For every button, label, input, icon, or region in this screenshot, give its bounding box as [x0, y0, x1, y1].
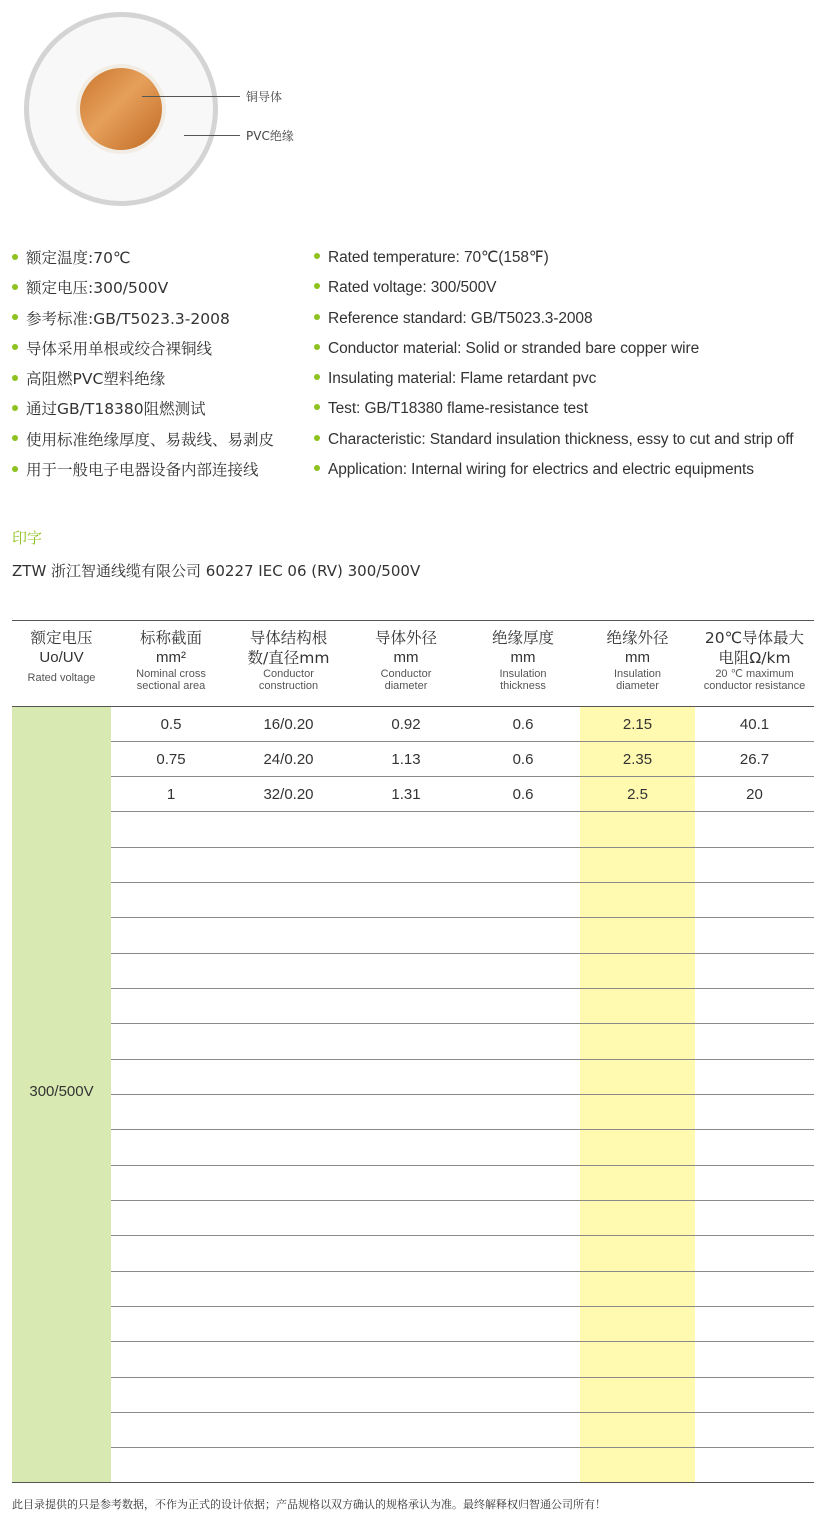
row-divider — [111, 953, 814, 954]
insulation-diameter-highlight — [580, 707, 695, 1483]
bullet-icon — [314, 253, 320, 259]
row-divider — [111, 1165, 814, 1166]
row-divider — [111, 1094, 814, 1095]
cell-nominal-area: 1 — [166, 786, 176, 803]
row-divider — [111, 1059, 814, 1060]
cell-insulation-diameter: 2.35 — [622, 751, 653, 768]
voltage-value: 300/500V — [29, 1083, 94, 1100]
bullet-icon — [314, 344, 320, 350]
bullet-icon — [314, 435, 320, 441]
copper-conductor — [80, 68, 162, 150]
spec-item: 用于一般电子电器设备内部连接线 — [12, 455, 274, 485]
row-divider — [111, 1341, 814, 1342]
header-rated-voltage: 额定电压 Uo/UV Rated voltage — [27, 629, 96, 684]
printing-heading: 印字 — [12, 529, 43, 547]
cell-conductor-construction: 32/0.20 — [263, 786, 314, 803]
conductor-label: 铜导体 — [246, 90, 283, 104]
spec-item: Characteristic: Standard insulation thickness, essy to cut and strip off — [314, 425, 794, 455]
bullet-icon — [314, 465, 320, 471]
spec-item: 使用标准绝缘厚度、易裁线、易剥皮 — [12, 425, 274, 455]
spec-list-chinese — [12, 243, 274, 485]
table-top-border — [12, 620, 814, 621]
row-divider — [111, 776, 814, 777]
bullet-icon — [12, 375, 18, 381]
cell-conductor-diameter: 0.92 — [391, 716, 421, 733]
header-max-resistance: 20℃导体最大电阻Ω/km 20 ℃ maximum conductor resistance — [703, 629, 806, 692]
spec-list-english — [314, 243, 794, 485]
cell-insulation-thickness: 0.6 — [512, 751, 534, 768]
spec-item: 额定温度:70℃ — [12, 243, 274, 273]
cell-conductor-construction: 16/0.20 — [263, 716, 314, 733]
spec-item: Rated temperature: 70℃(158℉) — [314, 243, 794, 273]
printing-text: ZTW 浙江智通线缆有限公司 60227 IEC 06 (RV) 300/500V — [12, 562, 421, 580]
spec-item: Conductor material: Solid or stranded bare copper wire — [314, 334, 794, 364]
cell-nominal-area: 0.5 — [160, 716, 182, 733]
bullet-icon — [12, 344, 18, 350]
row-divider — [111, 1023, 814, 1024]
cell-insulation-thickness: 0.6 — [512, 786, 534, 803]
footer-disclaimer: 此目录提供的只是参考数据，不作为正式的设计依据；产品规格以双方确认的规格承认为准。最终解释权归智通公司所有！ — [12, 1498, 606, 1511]
header-insulation-thickness: 绝缘厚度 mm Insulation thickness — [491, 629, 554, 692]
row-divider — [111, 1447, 814, 1448]
row-divider — [111, 1129, 814, 1130]
spec-item: 高阻燃PVC塑料绝缘 — [12, 364, 274, 394]
bullet-icon — [12, 466, 18, 472]
row-divider — [111, 1271, 814, 1272]
row-divider — [111, 988, 814, 989]
bullet-icon — [314, 314, 320, 320]
cable-cross-section-diagram — [22, 10, 220, 208]
bullet-icon — [12, 254, 18, 260]
row-divider — [111, 741, 814, 742]
spec-item: Reference standard: GB/T5023.3-2008 — [314, 304, 794, 334]
bullet-icon — [314, 404, 320, 410]
row-divider — [111, 847, 814, 848]
cell-max-resistance: 20 — [746, 786, 763, 803]
spec-item: 通过GB/T18380阻燃测试 — [12, 394, 274, 424]
spec-item: Rated voltage: 300/500V — [314, 273, 794, 303]
header-nominal-area: 标称截面 mm² Nominal cross sectional area — [136, 629, 206, 692]
cell-conductor-diameter: 1.31 — [391, 786, 421, 803]
cell-conductor-diameter: 1.13 — [391, 751, 421, 768]
row-divider — [111, 1306, 814, 1307]
cell-insulation-diameter: 2.15 — [622, 716, 653, 733]
bullet-icon — [12, 405, 18, 411]
bullet-icon — [12, 435, 18, 441]
spec-item: 参考标准:GB/T5023.3-2008 — [12, 304, 274, 334]
insulation-label: PVC绝缘 — [246, 129, 294, 143]
cell-conductor-construction: 24/0.20 — [263, 751, 314, 768]
table-bottom-border — [12, 1482, 814, 1483]
header-insulation-diameter: 绝缘外径 mm Insulation diameter — [606, 629, 669, 692]
bullet-icon — [314, 283, 320, 289]
spec-item: Test: GB/T18380 flame-resistance test — [314, 394, 794, 424]
cell-max-resistance: 40.1 — [739, 716, 770, 733]
header-conductor-construction: 导体结构根数/直径mm Conductor construction — [247, 629, 330, 692]
spec-item: 额定电压:300/500V — [12, 273, 274, 303]
row-divider — [111, 1235, 814, 1236]
cell-insulation-thickness: 0.6 — [512, 716, 534, 733]
row-divider — [111, 917, 814, 918]
insulation-callout-line — [184, 135, 240, 136]
row-divider — [111, 1377, 814, 1378]
row-divider — [111, 1200, 814, 1201]
spec-table — [12, 620, 814, 1483]
cell-insulation-diameter: 2.5 — [627, 786, 648, 803]
spec-item: 导体采用单根或绞合裸铜线 — [12, 334, 274, 364]
cell-max-resistance: 26.7 — [739, 751, 770, 768]
conductor-callout-line — [142, 96, 240, 97]
row-divider — [111, 1412, 814, 1413]
cell-nominal-area: 0.75 — [156, 751, 186, 768]
spec-item: Application: Internal wiring for electrics and electric equipments — [314, 455, 794, 485]
spec-item: Insulating material: Flame retardant pvc — [314, 364, 794, 394]
bullet-icon — [12, 284, 18, 290]
bullet-icon — [314, 374, 320, 380]
row-divider — [111, 882, 814, 883]
row-divider — [111, 811, 814, 812]
header-conductor-diameter: 导体外径 mm Conductor diameter — [374, 629, 437, 692]
bullet-icon — [12, 314, 18, 320]
